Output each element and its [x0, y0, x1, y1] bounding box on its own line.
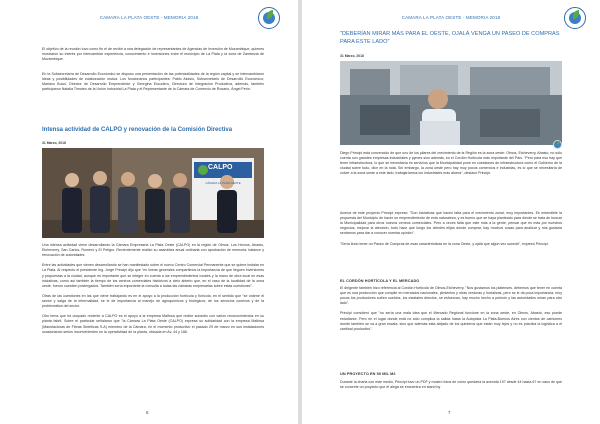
article-date: 31 Marzo, 2018 [42, 141, 66, 145]
calpo-group-photo [42, 148, 264, 238]
section-heading-proyecto: UN PROYECTO EN 50 MIL M2 [340, 372, 396, 376]
interview-title: "DEBERÍAN MIRAR MÁS PARA EL OESTE, OJALÁ VENGA UN PASEO DE COMPRAS PARA ESTE LADO" [340, 31, 560, 45]
intro-paragraph: El objetivo de la reunión tuvo como fin el de recibir a una delegación de representantes de Agencias de Inversión de Mozambique, quienes mostraron su interés por intercambiar experiencia, conocimiento e inversiones entre el municipio de La Plata y la zona de Zambezia de Mozambique. [42, 47, 264, 62]
calpo-banner-text: CALPO [208, 164, 233, 171]
page-number: 6 [146, 410, 149, 415]
interview-date: 31 Marzo, 2018 [340, 54, 364, 58]
interview-paragraph-1: Diego Principi está convencido de que uno de los pilares del crecimiento de la Región es la zona oeste: Olmos, Etcheverry, Abasto, no sólo cuenta con grandes empresas industriales y pymes sino además, en el Cordón Hortícola más importante del País. "Pero para eso hay que tener infraestructura, lo que se necesitaría es servicios que la Municipalidad pone en cuestiones de infraestructura como el Gobierno de la ciudad sobre todo, dice en la nota. Sin embargo, la zona oeste pero hay muy pocos comercios e industrias, es lo que se necesitaría de volver a la zona oeste a este lado, trabajaríamos los industriales más afuera", destacó Principi. [340, 151, 562, 176]
interview-paragraph-4: Durante la charla con este medio, Principi tuvo un PDF y mostró fotos de cómo quedaría la avenida 197 desde 44 hasta 67 en caso de que se concrete un proyecto que él alega se encuentra en stand by [340, 380, 562, 390]
subsecretaria-paragraph: En la Subsecretaría de Desarrollo Económico se dispuso una presentación de las potencialidades de la región capital y se intercambiaron ideas y posibilidades de colaboración mutua. Los funcionarios participantes: Pablo Aloisio, Subsecretario de Desarrollo Económico; Mariano Bucci, Director de Desarrollo Emprendedor y Georgina Escudero, Directora de Integración Productiva, además, también participaron Natalia Timoteo de la Unión Industrial La Plata y el Representante de la Cámara de Comercio de Rosario, Ángel Perin. [42, 72, 264, 92]
right-page [302, 0, 600, 424]
article-body: Una intensa actividad viene desarrollando la Cámara Empresaria La Plata Oeste (CALPO) en la región de Olmos, Los Hornos, Abasto, Etcheverry, San Carlos, Romero y El Peligro. Recientemente realizó su asamblea anual ordinaria con aprobación de memoria, balance y renovación de autoridades. Entre las actividades que vienen desarrollando se han manifestado sobre el nuevo Centro Comercial Permanente que se quiere instalar en La Plata. Al respecto el presidente Ing. Jorge Principi dijo que "en líneas generales compartimos la importancia de que lleguen inversiones y propuestas a la ciudad, aunque es importante que se integre en cuenta a los emprendimientos locales y la mano de obra local en esas iniciativas, como así también la tiempo de los centros comerciales históricos a cielo abierto que, en el caso de la localidad de la zona oeste, fueron cuestión postergados. También sería importante la consulta a todas las cámaras empresarias sobre estas cuestiones". Otras de las cuestiones en las que viene trabajando es en el apoyo a la producción hortícola y florícola, en el sentido que "se ordene el sector y salga de la informalidad, se le de importancia al manejo de agroquímicos y biológicos, de los servicios conexos y de la problemática del sector. Otro tema que ha ocupado reciente a CALPO es el apoyo a la empresa Malfosa que recibe subsidio con varios reconocimientos en su planta fabril. Sobre el particular señalaron que "la Cámara La Plata Oeste (CALPO) expresa su solidaridad con la empresa Malfosa (Manufacturas de Fibras Sintéticas S.A) miembro de la Cámara, en el momento productivo el pasado 29 de marzo en sus instalaciones ocasionando serios inconvenientes en la operatividad de la planta, ubicada en Av. 44 y 186. [42, 243, 264, 334]
interview-paragraph-3: El dirigente también hizo referencia al Cordón Hortícola de Olmos-Etcheverry. "Nos gustamos los platenses, debemos que tener en cuenta que es una producción que compite en mercados nacionales, pimientos y otras verduras y hortalizas, pero se le da poca importancia, muy pocos los productores sufren sueldos, los estatales directos, se esfuerzan, hay mucho hecho a pulmón y las autoridades miran para otro lado". Principi consideró que "no sería una mala idea que el Mercado Regional funcione en la zona oeste, en Olmos, Abasto, eso puede estudiarse. Pero en el lugar donde está no sólo complica la salida hasta la Autopista La Plata-Buenos Aires con cientos de camiones donde también se va a gran escala, sino que además está alejado de los quinteros que están muy lejos y no es práctica la logística a el cardinal productivo". [340, 286, 562, 331]
diego-principi-photo [340, 61, 562, 145]
page-header: CAMARA LA PLATA OESTE - MEMORIA 2018 [99, 15, 199, 20]
interview-paragraph-2: Acerca de este proyecto Principi expresó: "Son iniciativas que hacen falta para el crecimiento zonal, muy importantes. Es entendible la propuesta del Municipio de hacer un emprendimiento de esta naturaleza, y es bueno que se haya planteado para dónde se trata de buscar la Municipalidad para otros nuevos centros comerciales. Pero a veces falta que este más a la gente, pensar que es más por nuestros negocios, mejorar la atención, todo hace que luego los clientes elijan dónde comprar, hay muchos cosas para analizar y nos gustaría sentarnos para dar a conocer nuestra opinión". "Sería lindo tener un Paseo de Compras de esas características en la zona Oeste, y ojalá que algún vez suceda", expresó Principi. [340, 211, 562, 246]
memoria-logo-icon [564, 7, 586, 29]
calpo-banner-subtext: CÁMARA LA PLATA OESTE [205, 181, 241, 185]
article-title: Intensa actividad de CALPO y renovación de la Comisión Directiva [42, 127, 233, 133]
page-number: 7 [448, 410, 451, 415]
memoria-logo-icon [258, 7, 280, 29]
left-page [0, 0, 298, 424]
page-header: CAMARA LA PLATA OESTE - MEMORIA 2018 [401, 15, 501, 20]
photo-logo-icon [553, 140, 562, 149]
section-heading-cordon: EL CORDÓN HORTÍCOLA Y EL MERCADO [340, 279, 420, 283]
